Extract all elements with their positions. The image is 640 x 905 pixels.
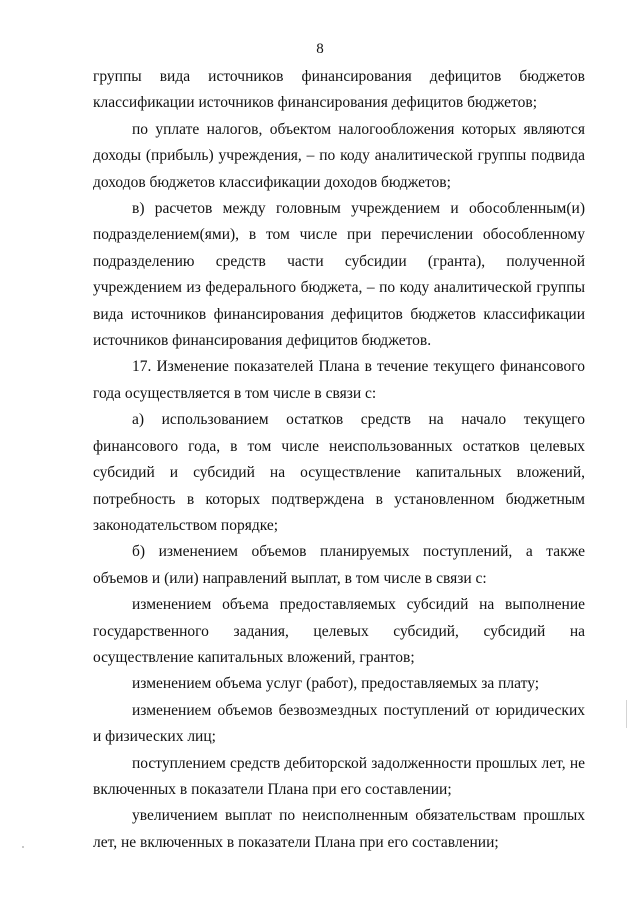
paragraph-item-b: б) изменением объемов планируемых поступлений, а также объемов и (или) направлений выплат, в том числе в связи с: <box>93 543 585 587</box>
paragraph-tax-payment: по уплате налогов, объектом налогообложения которых являются доходы (прибыль) учреждения, – по коду аналитической группы подвида доходов бюджетов классификации доходов бюджетов; <box>93 120 585 191</box>
document-body <box>93 64 585 856</box>
scan-artifact <box>22 846 24 848</box>
paragraph-item-a: а) использованием остатков средств на начало текущего финансового года, в том числе неиспользованных остатков целевых субсидий и субсидий на осуществление капитальных вложений, потребность в которых подтверждена в установленном бюджетным законодательством порядке; <box>93 411 585 534</box>
paragraph-services-change: изменением объема услуг (работ), предоставляемых за плату; <box>132 675 540 693</box>
paragraph-donations-change: изменением объемов безвозмездных поступлений от юридических и физических лиц; <box>93 701 585 746</box>
paragraph-continuation: группы вида источников финансирования дефицитов бюджетов классификации источников финансирования дефицитов бюджетов; <box>93 68 585 112</box>
paragraph-subsidy-change: изменением объема предоставляемых субсидий на выполнение государственного задания, целевых субсидий, субсидий на осуществление капитальных вложений, грантов; <box>93 596 585 666</box>
paragraph-clause-17: 17. Изменение показателей Плана в течение текущего финансового года осуществляется в том числе в связи с: <box>93 358 585 402</box>
page-number: 8 <box>316 41 324 57</box>
paragraph-item-v: в) расчетов между головным учреждением и обособленным(и) подразделением(ями), в том числе при перечислении обособленному подразделению средств части субсидии (гранта), полученной учреждением из федерального бюджета, – по коду аналитической группы вида источников финансирования дефицитов бюджетов классификации источников финансирования дефицитов бюджетов. <box>93 200 585 350</box>
scan-artifact <box>626 700 627 728</box>
paragraph-receivables: поступлением средств дебиторской задолженности прошлых лет, не включенных в показатели Плана при его составлении; <box>93 754 585 798</box>
paragraph-unfulfilled-obligations: увеличением выплат по неисполненным обязательствам прошлых лет, не включенных в показатели Плана при его составлении; <box>93 807 585 851</box>
